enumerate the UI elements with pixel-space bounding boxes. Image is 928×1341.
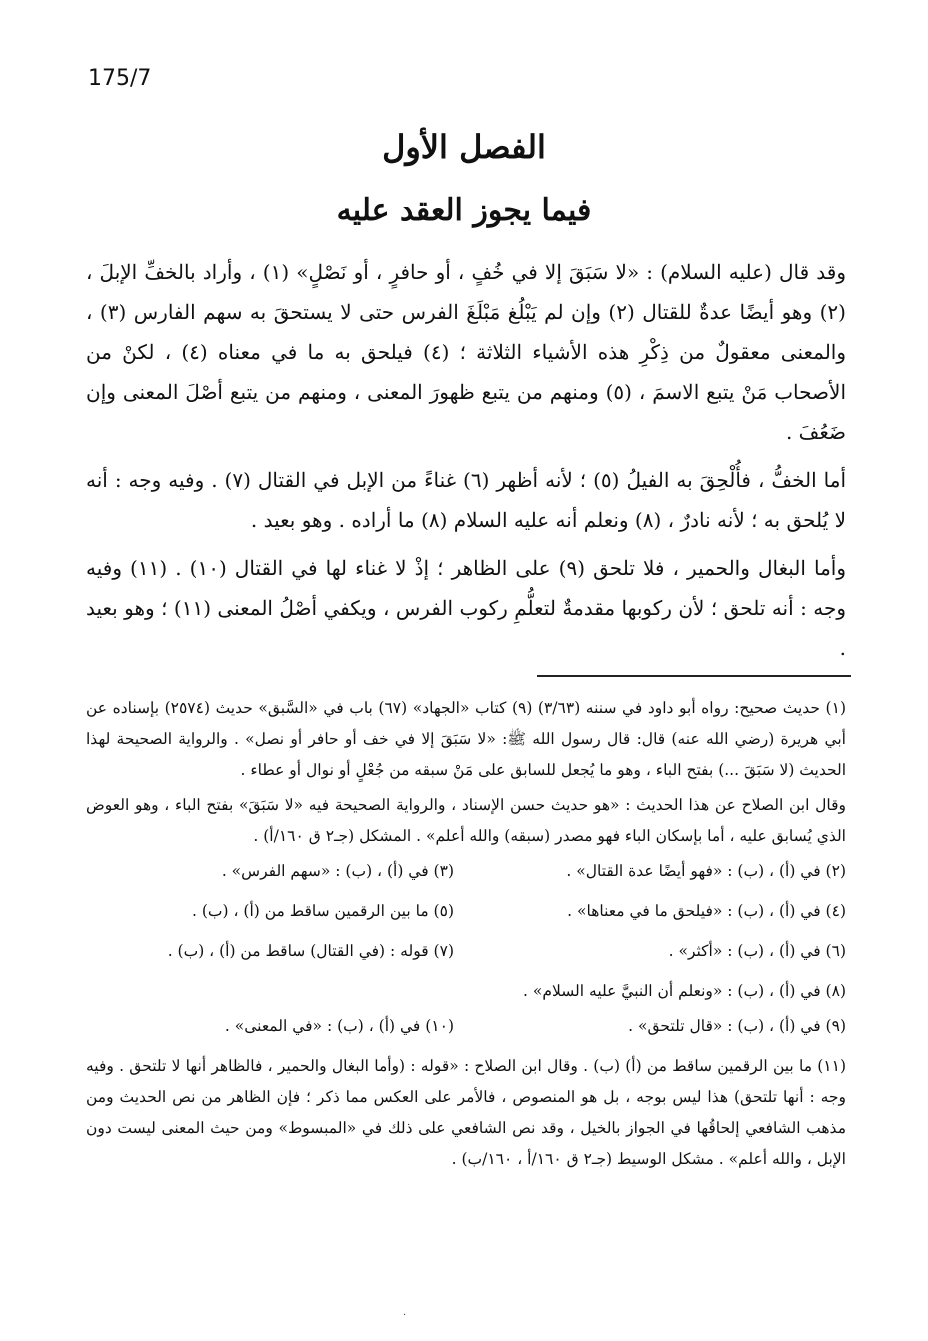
- footnote-1: (١) حديث صحيح: رواه أبو داود في سننه (٣/٦٣) (٩) كتاب «الجهاد» (٦٧) باب في «السَّبق» حديث (٢٥٧٤) بإسناده عن أبي هريرة (رضي الله عنه) قال: قال رسول الله ﷺ: «لا سَبَقَ إلا في خف أو حافر أو نصل» . والرواية الصحيحة لهذا الحديث (لا سَبَقَ ...) بفتح الباء ، وهو ما يُجعل للسابق على مَنْ سبقه من جُعْلٍ أو نوال أو عطاء .: [86, 699, 846, 779]
- footnote-8: (٨) في (أ) ، (ب) : «ونعلم أن النبيَّ عليه السلام» .: [523, 982, 846, 1000]
- footnotes: [86, 693, 846, 1179]
- footnote-divider: [537, 675, 851, 677]
- page-number: 175/7: [88, 66, 152, 91]
- body-paragraph: وقد قال (عليه السلام) : «لا سَبَقَ إلا في خُفٍ ، أو حافرٍ ، أو نَصْلٍ» (١) ، وأراد بالخفِّ الإبلَ ، (٢) وهو أيضًا عدةٌ للقتال (٢) وإن لم يَبْلُغ مَبْلَغَ الفرس حتى لا يستحقَ به سهم الفارس (٣) ، والمعنى معقولٌ من ذِكْرِ هذه الأشياء الثلاثة ؛ (٤) فيلحق به ما في معناه (٤) ، لكنْ من الأصحاب مَنْ يتبع الاسمَ ، (٥) ومنهم من يتبع ظهورَ المعنى ، ومنهم من يتبع أصْلَ المعنى وإن ضَعُفَ .: [86, 260, 847, 444]
- footnote-7: (٧) قوله : (في القتال) ساقط من (أ) ، (ب) .: [167, 942, 454, 960]
- footnote-10: (١٠) في (أ) ، (ب) : «في المعنى» .: [224, 1017, 454, 1035]
- footnote-row: [86, 936, 846, 967]
- footnote-2: (٢) في (أ) ، (ب) : «فهو أيضًا عدة القتال» .: [566, 862, 846, 880]
- footnote-6: (٦) في (أ) ، (ب) : «أكثر» .: [668, 942, 846, 960]
- page-dot: ·: [403, 1310, 407, 1321]
- chapter-subtitle: فيما يجوز العقد عليه: [336, 193, 592, 228]
- footnote-row: [86, 1011, 846, 1042]
- footnote-11: (١١) ما بين الرقمين ساقط من (أ) (ب) . وقال ابن الصلاح : «قوله : (وأما البغال والحمير ، فالظاهر أنها لا تلتحق . وفيه وجه : أنها تلتحق) هذا ليس بوجه ، بل هو المنصوص ، فالأمر على العكس مما ذكر ؛ فإن الظاهر من نص الحديث ومن مذهب الشافعي إلحاقُها في الجواز بالخيل ، وقد نص الشافعي على ذلك في «المبسوط» ومن حيث المعنى ليست دون الإبل ، والله أعلم» . مشكل الوسيط (جـ٢ ق ١٦٠/أ ، ١٦٠/ب) .: [86, 1057, 846, 1168]
- footnote-9: (٩) في (أ) ، (ب) : «قال تلتحق» .: [628, 1017, 846, 1035]
- footnote-row: [86, 856, 846, 887]
- footnote-1-continued: وقال ابن الصلاح عن هذا الحديث : «هو حديث حسن الإسناد ، والرواية الصحيحة فيه «لا سَبَقَ» بفتح الباء ، وهو العوض الذي يُسابق عليه ، أما بإسكان الباء فهو مصدر (سبقه) والله أعلم» . المشكل (جـ٢ ق ١٦٠/أ) .: [86, 796, 846, 845]
- footnote-3: (٣) في (أ) ، (ب) : «سهم الفرس» .: [221, 862, 454, 880]
- footnote-5: (٥) ما بين الرقمين ساقط من (أ) ، (ب) .: [192, 902, 454, 920]
- footnote-4: (٤) في (أ) ، (ب) : «فيلحق ما في معناها» .: [567, 902, 846, 920]
- main-text: [86, 252, 846, 676]
- footnote-row: [86, 896, 846, 927]
- chapter-title: الفصل الأول: [382, 128, 546, 166]
- body-paragraph: وأما البغال والحمير ، فلا تلحق (٩) على الظاهر ؛ إذْ لا غناء لها في القتال (١٠) . (١١) وفيه وجه : أنه تلحق ؛ لأن ركوبها مقدمةٌ لتعلُّمِ ركوب الفرس ، ويكفي أصْلُ المعنى (١١) ؛ وهو بعيد .: [86, 556, 847, 660]
- body-paragraph: أما الخفُّ ، فأُلْحِقَ به الفيلُ (٥) ؛ لأنه أظهر (٦) غناءً من الإبل في القتال (٧) . وفيه وجه : أنه لا يُلحق به ؛ لأنه نادرٌ ، (٨) ونعلم أنه عليه السلام (٨) ما أراده . وهو بعيد .: [86, 468, 847, 532]
